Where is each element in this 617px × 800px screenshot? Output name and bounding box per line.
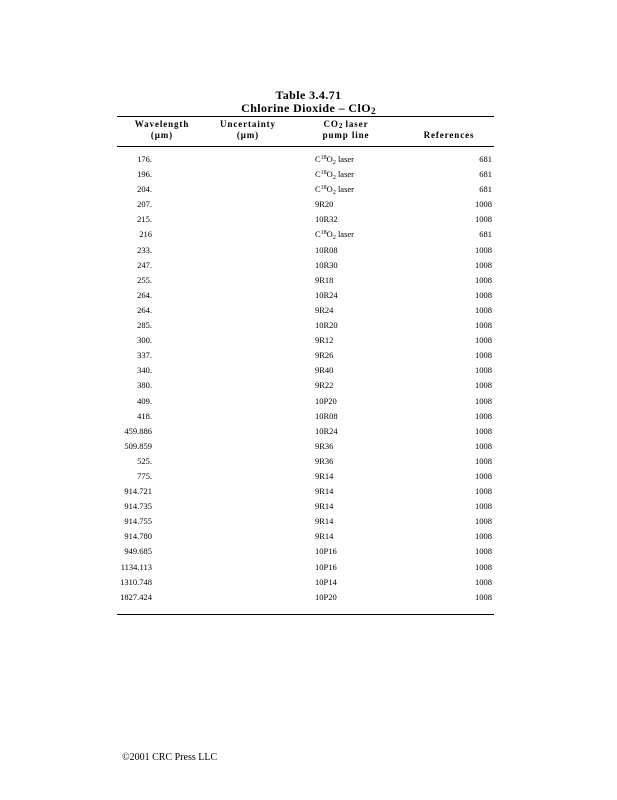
- cell-wavelength: 176.: [137, 154, 152, 164]
- table-row: [0, 363, 617, 378]
- cell-wavelength: 914.735: [124, 501, 152, 512]
- cell-reference: 1008: [475, 591, 492, 602]
- cell-reference: 1008: [475, 274, 492, 285]
- column-header-uncertainty: [208, 119, 288, 141]
- cell-reference: 681: [479, 154, 492, 164]
- cell-pump-line: 10P16: [315, 561, 337, 572]
- table-row: [0, 273, 617, 288]
- column-header-references: References: [423, 130, 475, 140]
- table-row: [0, 348, 617, 363]
- cell-wavelength: 196.: [137, 169, 152, 180]
- table-row: [0, 575, 617, 590]
- cell-wavelength: 914.780: [124, 531, 152, 542]
- column-header-pump-line-1: [300, 119, 392, 130]
- pump-mid: O: [326, 154, 333, 164]
- cell-wavelength: 233.: [137, 244, 152, 255]
- cell-pump-line: 9R24: [315, 304, 334, 315]
- cell-wavelength: 215.: [137, 214, 152, 225]
- cell-wavelength: 337.: [137, 350, 152, 361]
- table-body: [0, 152, 617, 605]
- co2-subscript: 2: [338, 122, 343, 130]
- table-title: [0, 102, 617, 115]
- cell-pump-line: 10R24: [315, 289, 338, 300]
- pump-sub: 2: [332, 235, 336, 242]
- cell-pump-line: 9R18: [315, 274, 334, 285]
- cell-wavelength: 207.: [137, 199, 152, 210]
- cell-reference: 1008: [475, 214, 492, 225]
- cell-wavelength: 409.: [137, 395, 152, 406]
- cell-wavelength: 340.: [137, 365, 152, 376]
- cell-reference: 1008: [475, 395, 492, 406]
- cell-reference: 1008: [475, 289, 492, 300]
- cell-pump-line: 10P14: [315, 576, 337, 587]
- cell-reference: 1008: [475, 501, 492, 512]
- cell-pump-line: 10P16: [315, 546, 337, 557]
- cell-wavelength: 300.: [137, 335, 152, 346]
- cell-pump-line: 10R32: [315, 214, 338, 225]
- cell-wavelength: 216: [139, 229, 152, 240]
- cell-reference: 1008: [475, 335, 492, 346]
- column-header-uncertainty-label: Uncertainty: [220, 119, 276, 129]
- cell-wavelength: 1310.748: [120, 576, 152, 587]
- cell-reference: 1008: [475, 380, 492, 391]
- cell-pump-line: [315, 227, 354, 242]
- column-header-pump-line-2: pump line: [322, 130, 370, 140]
- table-row: [0, 590, 617, 605]
- cell-reference: 1008: [475, 486, 492, 497]
- cell-pump-line: 10R30: [315, 259, 338, 270]
- table-number: Table 3.4.71: [275, 88, 342, 102]
- cell-pump-line: 10R20: [315, 320, 338, 331]
- column-header-wavelength: [122, 119, 202, 141]
- table-row: [0, 258, 617, 273]
- cell-pump-line: [315, 182, 354, 197]
- cell-pump-line: [315, 152, 354, 167]
- cell-wavelength: 247.: [137, 259, 152, 270]
- table-bottom-rule: [117, 614, 494, 615]
- cell-wavelength: 1134.113: [120, 561, 152, 572]
- column-header-wavelength-label: Wavelength: [134, 119, 190, 129]
- table-row: [0, 514, 617, 529]
- pump-pre: C: [315, 229, 321, 240]
- cell-reference: 1008: [475, 440, 492, 451]
- cell-reference: 1008: [475, 546, 492, 557]
- pump-sub: 2: [332, 160, 336, 166]
- table-row: [0, 318, 617, 333]
- cell-pump-line: 9R14: [315, 501, 334, 512]
- pump-post: laser: [335, 154, 354, 164]
- table-row: [0, 499, 617, 514]
- pump-sup: 18: [320, 170, 327, 177]
- cell-pump-line: 10R08: [315, 244, 338, 255]
- table-row: [0, 529, 617, 544]
- cell-wavelength: 775.: [137, 470, 152, 481]
- table-row: [0, 182, 617, 197]
- table-row: [0, 243, 617, 258]
- table-row: [0, 394, 617, 409]
- cell-wavelength: 264.: [137, 304, 152, 315]
- cell-pump-line: 9R14: [315, 470, 334, 481]
- cell-reference: 1008: [475, 350, 492, 361]
- cell-pump-line: 9R12: [315, 335, 334, 346]
- cell-wavelength: 285.: [137, 320, 152, 331]
- pump-sup: 18: [320, 155, 327, 161]
- table-row: [0, 484, 617, 499]
- cell-pump-line: 9R14: [315, 486, 334, 497]
- table-row: [0, 544, 617, 559]
- cell-wavelength: 204.: [137, 184, 152, 195]
- pump-sup: 18: [320, 185, 327, 192]
- table-title-subscript: 2: [370, 106, 376, 116]
- cell-wavelength: 914.721: [124, 486, 152, 497]
- column-header-uncertainty-unit: (μm): [236, 130, 260, 140]
- cell-pump-line: 9R14: [315, 516, 334, 527]
- cell-reference: 1008: [475, 470, 492, 481]
- table-row: [0, 227, 617, 242]
- cell-wavelength: 459.886: [124, 425, 152, 436]
- cell-reference: 1008: [475, 259, 492, 270]
- table-row: [0, 303, 617, 318]
- pump-sub: 2: [332, 175, 336, 182]
- cell-pump-line: 9R20: [315, 199, 334, 210]
- table-row: [0, 439, 617, 454]
- cell-reference: 1008: [475, 320, 492, 331]
- cell-reference: 1008: [475, 244, 492, 255]
- cell-reference: 1008: [475, 304, 492, 315]
- cell-pump-line: 10R24: [315, 425, 338, 436]
- pump-mid: O: [326, 229, 333, 240]
- table-row: [0, 288, 617, 303]
- column-header-wavelength-unit: (μm): [150, 130, 174, 140]
- pump-sup: 18: [320, 230, 327, 237]
- table-row: [0, 424, 617, 439]
- cell-reference: 1008: [475, 516, 492, 527]
- cell-pump-line: 9R14: [315, 531, 334, 542]
- cell-wavelength: 949.685: [124, 546, 152, 557]
- cell-pump-line: 10P20: [315, 591, 337, 602]
- cell-pump-line: 10P20: [315, 395, 337, 406]
- cell-pump-line: 9R36: [315, 440, 334, 451]
- co2-prefix: CO: [323, 119, 339, 129]
- cell-wavelength: 1827.424: [120, 591, 152, 602]
- cell-wavelength: 418.: [137, 410, 152, 421]
- pump-mid: O: [326, 169, 333, 180]
- table-row: [0, 560, 617, 575]
- cell-reference: 1008: [475, 455, 492, 466]
- cell-pump-line: 9R40: [315, 365, 334, 376]
- table-row: [0, 469, 617, 484]
- cell-wavelength: 255.: [137, 274, 152, 285]
- table-row: [0, 152, 617, 167]
- cell-reference: 1008: [475, 561, 492, 572]
- table-header-rule: [117, 146, 494, 147]
- table-row: [0, 333, 617, 348]
- table-row: [0, 167, 617, 182]
- cell-wavelength: 509.859: [124, 440, 152, 451]
- cell-wavelength: 264.: [137, 289, 152, 300]
- co2-suffix: laser: [342, 119, 369, 129]
- table-row: [0, 454, 617, 469]
- cell-wavelength: 525.: [137, 455, 152, 466]
- cell-reference: 681: [479, 229, 492, 240]
- column-header-pump-line: [300, 119, 392, 141]
- cell-reference: 1008: [475, 410, 492, 421]
- pump-pre: C: [315, 169, 321, 180]
- cell-wavelength: 914.755: [124, 516, 152, 527]
- cell-reference: 1008: [475, 425, 492, 436]
- cell-reference: 1008: [475, 576, 492, 587]
- cell-pump-line: 9R26: [315, 350, 334, 361]
- table-row: [0, 409, 617, 424]
- pump-sub: 2: [332, 190, 336, 197]
- table-row: [0, 212, 617, 227]
- pump-pre: C: [315, 154, 321, 164]
- table-title-text: Chlorine Dioxide – ClO: [241, 101, 371, 115]
- cell-reference: 681: [479, 169, 492, 180]
- table-row: [0, 197, 617, 212]
- table-top-rule: [117, 116, 494, 117]
- cell-pump-line: 9R22: [315, 380, 334, 391]
- cell-reference: 1008: [475, 365, 492, 376]
- pump-post: laser: [335, 229, 354, 240]
- cell-pump-line: 9R36: [315, 455, 334, 466]
- cell-reference: 1008: [475, 531, 492, 542]
- pump-post: laser: [335, 169, 354, 180]
- pump-post: laser: [335, 184, 354, 195]
- cell-pump-line: 10R08: [315, 410, 338, 421]
- cell-pump-line: [315, 167, 354, 182]
- table-header: [0, 89, 617, 115]
- cell-wavelength: 380.: [137, 380, 152, 391]
- copyright-footer: ©2001 CRC Press LLC: [122, 752, 218, 763]
- table-row: [0, 378, 617, 393]
- pump-mid: O: [326, 184, 333, 195]
- cell-reference: 681: [479, 184, 492, 195]
- cell-reference: 1008: [475, 199, 492, 210]
- pump-pre: C: [315, 184, 321, 195]
